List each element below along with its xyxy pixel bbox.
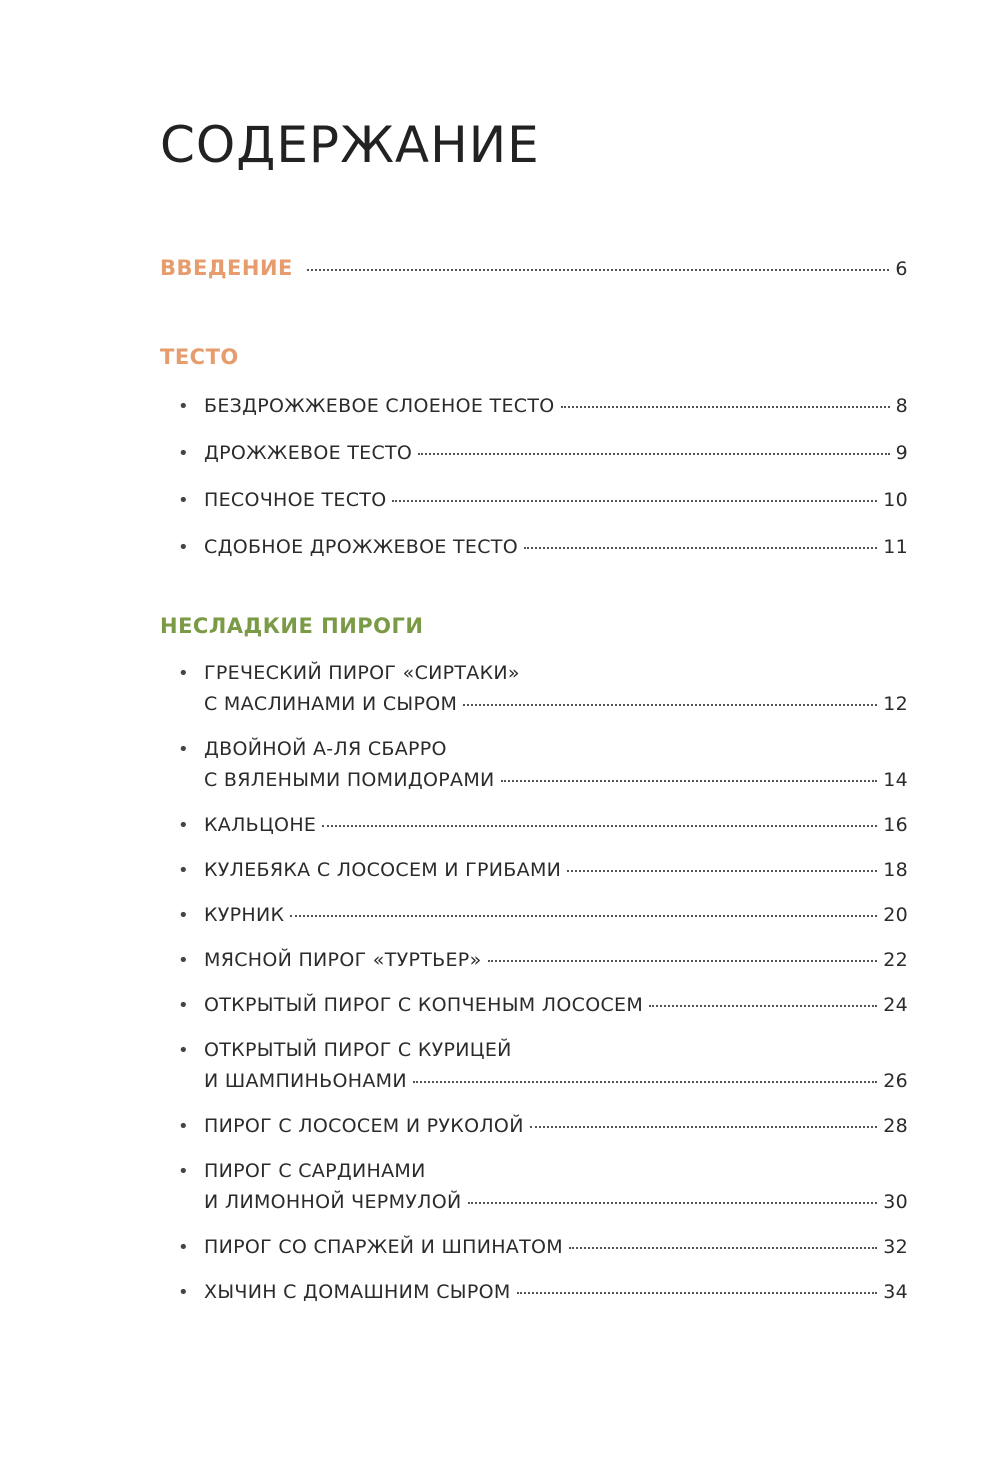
toc-entry[interactable]: [178, 1111, 908, 1142]
bullet-icon: •: [178, 1161, 189, 1182]
bullet-icon: •: [178, 905, 189, 926]
toc-entry-row: [204, 945, 908, 976]
section-title-dough: ТЕСТО: [160, 345, 239, 369]
toc-entry-label: МЯСНОЙ ПИРОГ «ТУРТЬЕР»: [204, 949, 482, 971]
toc-entry-label: ДРОЖЖЕВОЕ ТЕСТО: [204, 442, 413, 464]
bullet-icon: •: [178, 1237, 189, 1258]
toc-entry-label: КУРНИК: [204, 904, 285, 926]
toc-entry-label: ОТКРЫТЫЙ ПИРОГ С КОПЧЕНЫМ ЛОСОСЕМ: [204, 994, 644, 1016]
dot-leader: [530, 1126, 878, 1128]
toc-entry-label: И ШАМПИНЬОНАМИ: [204, 1070, 407, 1092]
toc-entry-row: [204, 990, 908, 1021]
bullet-icon: •: [178, 1040, 189, 1061]
toc-entry[interactable]: [178, 1232, 908, 1263]
toc-entry-label: С ВЯЛЕНЫМИ ПОМИДОРАМИ: [204, 769, 495, 791]
toc-entry-row: [204, 1277, 908, 1308]
bullet-icon: •: [178, 537, 189, 558]
page-title: СОДЕРЖАНИЕ: [160, 116, 540, 174]
toc-entry-row: [204, 1187, 908, 1218]
bullet-icon: •: [178, 739, 189, 760]
bullet-icon: •: [178, 663, 189, 684]
toc-entry-page: 26: [883, 1070, 908, 1092]
toc-entry-label-line1: ДВОЙНОЙ А-ЛЯ СБАРРО: [204, 738, 447, 760]
toc-entry-label: КУЛЕБЯКА С ЛОСОСЕМ И ГРИБАМИ: [204, 859, 562, 881]
toc-entry-row: [204, 1066, 908, 1097]
toc-entry[interactable]: [178, 658, 908, 720]
toc-entry[interactable]: [178, 532, 908, 563]
toc-entry-row: [204, 1232, 908, 1263]
toc-entry-label-line1: ПИРОГ С САРДИНАМИ: [204, 1160, 426, 1182]
toc-entry[interactable]: [178, 900, 908, 931]
toc-entry-row: [204, 485, 908, 516]
bullet-icon: •: [178, 443, 189, 464]
dot-leader: [488, 960, 878, 962]
toc-entry-page: 8: [895, 395, 908, 417]
dot-leader: [463, 704, 877, 706]
dot-leader: [290, 915, 877, 917]
toc-entry[interactable]: [178, 990, 908, 1021]
toc-entry-label: ХЫЧИН С ДОМАШНИМ СЫРОМ: [204, 1281, 511, 1303]
toc-entry-label: С МАСЛИНАМИ И СЫРОМ: [204, 693, 458, 715]
bullet-icon: •: [178, 815, 189, 836]
toc-entry[interactable]: [178, 485, 908, 516]
toc-entry[interactable]: [178, 945, 908, 976]
dot-leader: [468, 1202, 878, 1204]
toc-entry-page: 28: [883, 1115, 908, 1137]
toc-entry[interactable]: [178, 438, 908, 469]
toc-entry-label: ПИРОГ СО СПАРЖЕЙ И ШПИНАТОМ: [204, 1236, 563, 1258]
toc-entry-page: 22: [883, 949, 908, 971]
toc-entry-introduction[interactable]: [160, 256, 908, 280]
toc-entry-label: ПИРОГ С ЛОСОСЕМ И РУКОЛОЙ: [204, 1115, 524, 1137]
toc-entry-row: [204, 900, 908, 931]
toc-entry[interactable]: [178, 734, 908, 796]
toc-entry[interactable]: [178, 391, 908, 422]
toc-entry-label-line1: ГРЕЧЕСКИЙ ПИРОГ «СИРТАКИ»: [204, 662, 520, 684]
toc-entry-page: 24: [883, 994, 908, 1016]
toc-entry-label: ПЕСОЧНОЕ ТЕСТО: [204, 489, 387, 511]
toc-entry-page: 34: [883, 1281, 908, 1303]
toc-entry[interactable]: [178, 810, 908, 841]
bullet-icon: •: [178, 950, 189, 971]
bullet-icon: •: [178, 995, 189, 1016]
toc-entry-label-line1: ОТКРЫТЫЙ ПИРОГ С КУРИЦЕЙ: [204, 1039, 512, 1061]
dot-leader: [517, 1292, 878, 1294]
toc-entry-page: 32: [883, 1236, 908, 1258]
toc-entry-page: 6: [895, 258, 908, 280]
toc-entry-page: 20: [883, 904, 908, 926]
bullet-icon: •: [178, 396, 189, 417]
toc-entry-row: [204, 532, 908, 563]
bullet-icon: •: [178, 1116, 189, 1137]
dot-leader: [322, 825, 877, 827]
dot-leader: [569, 1247, 877, 1249]
toc-entry-row: [204, 810, 908, 841]
bullet-icon: •: [178, 860, 189, 881]
dot-leader: [413, 1081, 877, 1083]
dot-leader: [524, 547, 877, 549]
toc-entry-label: БЕЗДРОЖЖЕВОЕ СЛОЕНОЕ ТЕСТО: [204, 395, 555, 417]
bullet-icon: •: [178, 1282, 189, 1303]
toc-entry-page: 30: [883, 1191, 908, 1213]
toc-list-dough: [178, 391, 908, 579]
toc-entry[interactable]: [178, 1156, 908, 1218]
toc-entry-row: [204, 1111, 908, 1142]
dot-leader: [418, 453, 889, 455]
toc-entry-page: 9: [895, 442, 908, 464]
toc-entry[interactable]: [178, 855, 908, 886]
toc-entry-page: 11: [883, 536, 908, 558]
toc-entry-row: [204, 765, 908, 796]
toc-entry-row: [204, 391, 908, 422]
dot-leader: [649, 1005, 877, 1007]
toc-entry-page: 12: [883, 693, 908, 715]
dot-leader: [501, 780, 878, 782]
toc-entry-row: [204, 689, 908, 720]
toc-entry-label: КАЛЬЦОНЕ: [204, 814, 317, 836]
section-title-savory-pies: НЕСЛАДКИЕ ПИРОГИ: [160, 614, 424, 638]
toc-entry[interactable]: [178, 1035, 908, 1097]
toc-entry-page: 14: [883, 769, 908, 791]
toc-entry-page: 10: [883, 489, 908, 511]
dot-leader: [392, 500, 877, 502]
dot-leader: [307, 269, 890, 271]
toc-entry-page: 18: [883, 859, 908, 881]
toc-entry-page: 16: [883, 814, 908, 836]
toc-entry-row: [204, 855, 908, 886]
dot-leader: [561, 406, 890, 408]
toc-entry-label: И ЛИМОННОЙ ЧЕРМУЛОЙ: [204, 1191, 462, 1213]
toc-list-savory-pies: [178, 658, 908, 1322]
toc-entry-label: ВВЕДЕНИЕ: [160, 256, 293, 280]
bullet-icon: •: [178, 490, 189, 511]
dot-leader: [567, 870, 877, 872]
toc-entry-row: [204, 438, 908, 469]
toc-entry[interactable]: [178, 1277, 908, 1308]
toc-entry-label: СДОБНОЕ ДРОЖЖЕВОЕ ТЕСТО: [204, 536, 518, 558]
